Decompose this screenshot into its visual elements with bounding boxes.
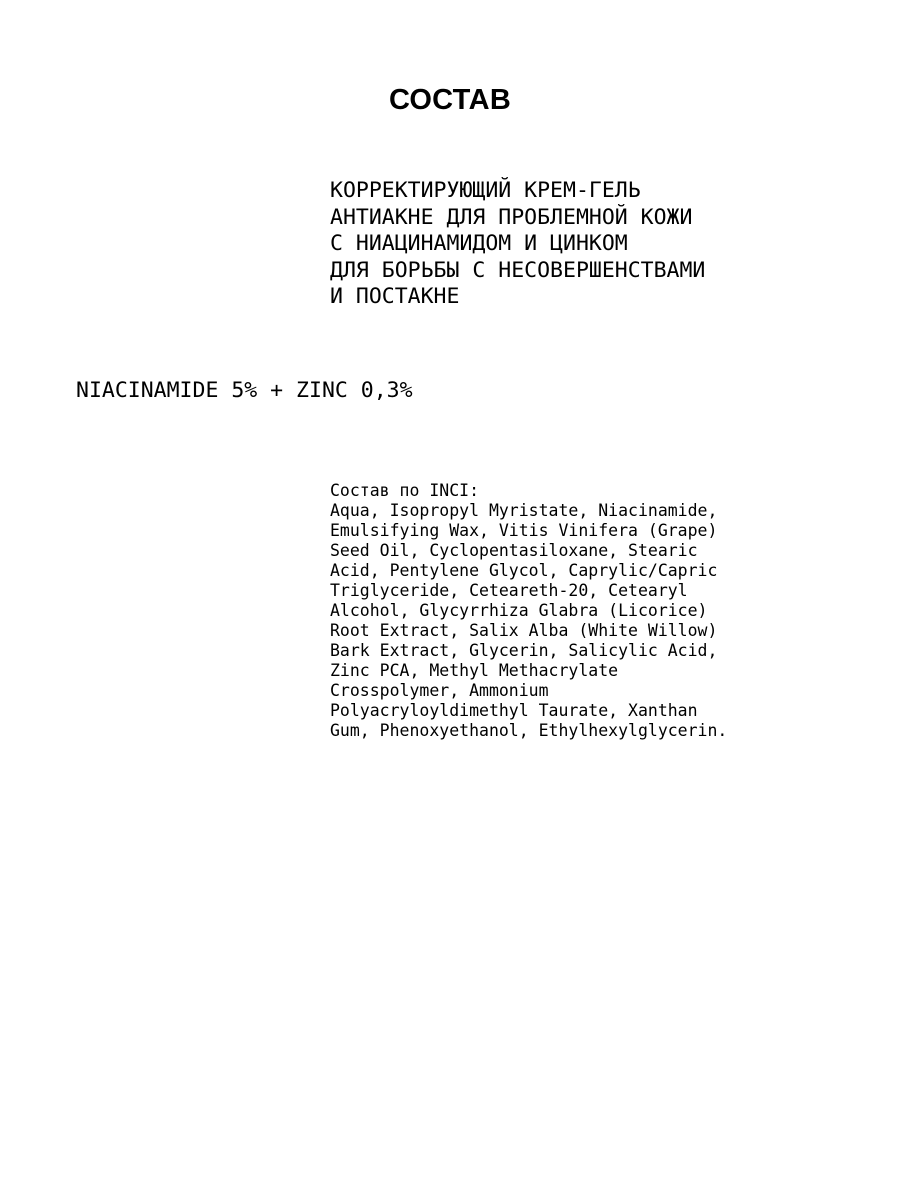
inci-heading: Состав по INCI: <box>330 481 480 500</box>
inci-section <box>330 481 870 741</box>
page-title: СОСТАВ <box>389 84 511 116</box>
active-ingredients: NIACINAMIDE 5% + ZINC 0,3% <box>76 378 413 403</box>
product-description: КОРРЕКТИРУЮЩИЙ КРЕМ-ГЕЛЬ АНТИАКНЕ ДЛЯ ПРОБЛЕМНОЙ КОЖИ С НИАЦИНАМИДОМ И ЦИНКОМ ДЛЯ БОРЬБЫ С НЕСОВЕРШЕНСТВАМИ И ПОСТАКНЕ <box>330 178 706 309</box>
inci-ingredients-list: Aqua, Isopropyl Myristate, Niacinamide, Emulsifying Wax, Vitis Vinifera (Grape) Seed Oil, Cyclopentasiloxane, Stearic Acid, Pentylene Glycol, Caprylic/Capric Triglyceride, Ceteareth-20, Cetearyl Alcohol, Glycyrrhiza Glabra (Licorice) Root Extract, Salix Alba (White Willow) Bark Extract, Glycerin, Salicylic Acid, Zinc PCA, Methyl Methacrylate Crosspolymer, Ammonium Polyacryloyldimethyl Taurate, Xanthan Gum, Phenoxyethanol, Ethylhexylglycerin. <box>330 501 728 740</box>
